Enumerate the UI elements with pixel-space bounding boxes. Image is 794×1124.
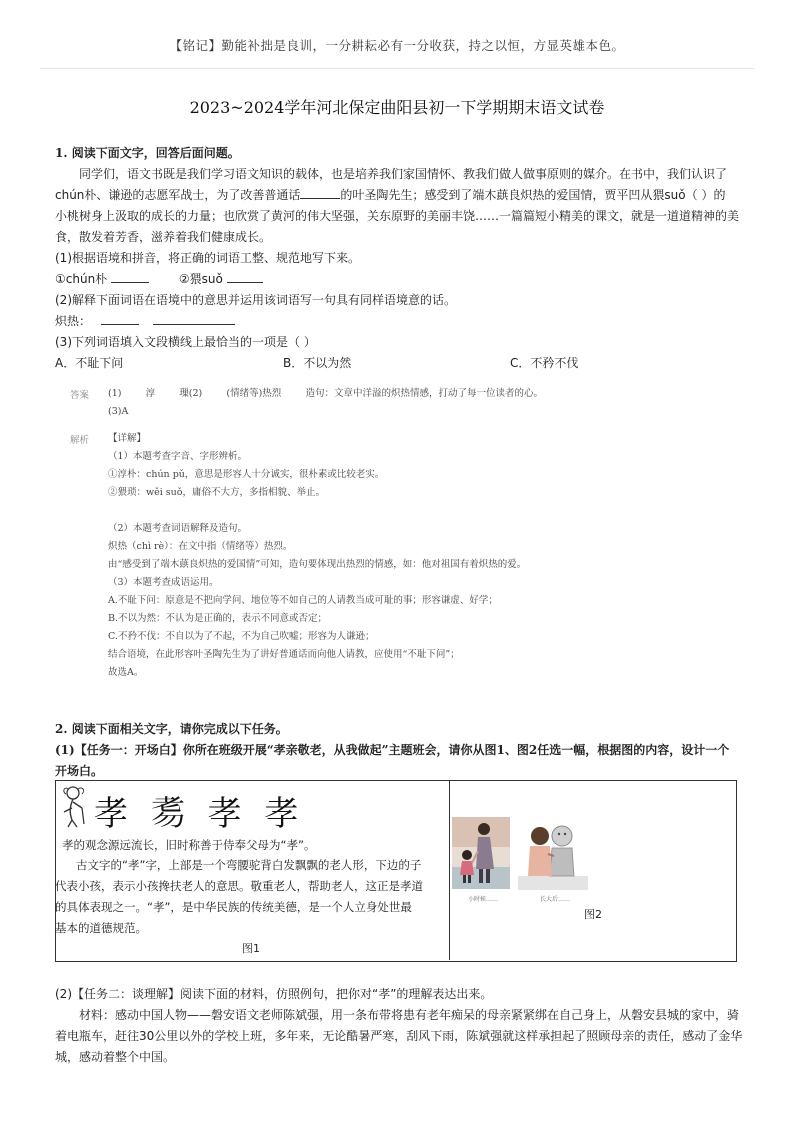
analysis-line: 由“感受到了端木蕻良炽热的爱国情”可知，造句要体现出热烈的情感，如：他对祖国有着炽热的爱。 — [108, 559, 527, 570]
task2-prompt: (2)【任务二：谈理解】阅读下面的材料，仿照例句，把你对“孝”的理解表达出来。 — [55, 987, 493, 1001]
q1-passage-text: chún朴、谦逊的志愿军战士，为了改善普通话 — [55, 188, 301, 202]
material-line-2: 着电瓶车，赶往30公里以外的学校上班，多年来，无论酷暑严寒，刮风下雨，陈斌强就这样承担起了照顾母亲的责任，感动了金华 — [55, 1029, 743, 1043]
analysis-line: （1）本题考查字音、字形辨析。 — [108, 451, 248, 462]
question-2-heading: 2. 阅读下面相关文字，请你完成以下任务。 — [55, 722, 288, 736]
material-line-3: 城，感动着整个中国。 — [55, 1050, 176, 1064]
answer-blank-b[interactable] — [227, 270, 263, 283]
sub2-word: 炽热： — [55, 314, 92, 328]
analysis-block — [108, 430, 748, 682]
analysis-line: ②猥琐：wěi suǒ，庸俗不大方，多指相貌、举止。 — [108, 487, 326, 498]
fig2-subcaption-2: 长大后…… — [540, 896, 571, 903]
analysis-line: （3）本题考查成语运用。 — [108, 577, 219, 588]
answer-blank-a[interactable] — [111, 270, 149, 283]
analysis-line: （2）本题考查词语解释及造句。 — [108, 523, 248, 534]
answer-line-2: (3)A — [108, 406, 129, 417]
q1-sub1-answers — [55, 269, 745, 290]
ancient-figure-icon — [60, 784, 92, 828]
q1-passage-line-4: 食，散发着芳香，滋养着我们健康成长。 — [55, 230, 272, 244]
analysis-line: 【详解】 — [108, 433, 147, 444]
header-divider — [40, 68, 754, 69]
analysis-line: B.不以为然：不认为是正确的，表示不同意或否定； — [108, 613, 328, 624]
task1-line-2: 开场白。 — [55, 764, 104, 778]
fig1-caption: 图1 — [242, 942, 260, 955]
q1-sub2: (2)解释下面词语在语境中的意思并运用该词语写一句具有同样语境意的话。 — [55, 293, 457, 307]
motto-line: 【铭记】勤能补拙是良训，一分耕耘必有一分收获，持之以恒，方显英雄本色。 — [169, 38, 625, 53]
option-a[interactable]: A．不耻下问 — [55, 356, 124, 370]
fill-blank[interactable] — [300, 186, 340, 199]
analysis-line: A.不耻下问：原意是不把向学问、地位等不如自己的人请教当成可耻的事；形容谦虚、好学； — [108, 595, 498, 606]
fig1-line-5: 基本的道德规范。 — [55, 921, 147, 935]
xiao-character-evolution: 孝 𦒸 孝 孝 — [94, 794, 305, 834]
sentence-blank[interactable] — [153, 312, 235, 325]
analysis-line: 炽热（chì rè）：在文中指（情绪等）热烈。 — [108, 541, 293, 552]
answer-line-1: (1) 淳 璅(2) (情绪等)热烈 造句：文章中洋溢的炽热情感，打动了每一位读者的心。 — [108, 388, 543, 399]
fig1-line-2: 古文字的“孝”字，上部是一个弯腰驼背白发飘飘的老人形，下边的子 — [76, 858, 422, 872]
q1-sub2-answer — [55, 311, 745, 332]
fig1-line-1: 孝的观念源远流长，旧时称善于侍奉父母为“孝”。 — [62, 838, 316, 852]
task1-line-1: (1)【任务一：开场白】你所在班级开展“孝亲敬老，从我做起”主题班会，请你从图1、图2任选一幅，根据图的内容，设计一个 — [55, 743, 730, 757]
option-c[interactable]: C．不矜不伐 — [510, 356, 579, 370]
q1-passage-line-1: 同学们，语文书既是我们学习语文知识的载体，也是培养我们家国情怀、教我们做人做事原则的媒介。在书中，我们认识了 — [79, 167, 728, 181]
meaning-blank[interactable] — [101, 312, 139, 325]
fig2-subcaption-1: 小时候…… — [468, 896, 499, 903]
childhood-illustration — [452, 817, 510, 889]
analysis-line: 故选A。 — [108, 667, 144, 678]
analysis-line: C.不矜不伐：不自以为了不起，不为自己吹嘘；形容为人谦逊； — [108, 631, 375, 642]
answer-label: 答案 — [70, 390, 90, 401]
figure-table-divider — [449, 781, 450, 960]
sub1-item-a: ①chún朴 — [55, 272, 108, 286]
grownup-illustration — [518, 814, 588, 890]
q1-sub3: (3)下列词语填入文段横线上最恰当的一项是（ ） — [55, 335, 316, 349]
q1-passage-line-2 — [55, 185, 745, 206]
analysis-spacer — [108, 502, 748, 520]
page-title: 2023~2024学年河北保定曲阳县初一下学期期末语文试卷 — [189, 98, 605, 117]
material-line-1: 材料：感动中国人物——磐安语文老师陈斌强，用一条布带将患有老年痴呆的母亲紧紧绑在自己身上，从磐安县城的家中，骑 — [79, 1008, 740, 1022]
fig1-line-4: 的具体表现之一。“孝”，是中华民族的传统美德，是一个人立身处世最 — [55, 900, 412, 914]
analysis-line: ①淳朴：chún pǔ，意思是形容人十分诚实，很朴素或比较老实。 — [108, 469, 385, 480]
analysis-line: 结合语境，在此形容叶圣陶先生为了讲好普通话而向他人请教，应使用“不耻下问”； — [108, 649, 460, 660]
q1-passage-line-3: 小桃树身上汲取的成长的力量；也欣赏了黄河的伟大坚强，关东原野的美丽丰饶……一篇篇短小精美的课文，就是一道道精神的美 — [55, 209, 740, 223]
question-1-heading: 1. 阅读下面文字，回答后面问题。 — [55, 146, 240, 160]
fig1-line-3: 代表小孩，表示小孩搀扶老人的意思。敬重老人，帮助老人，这正是孝道 — [55, 879, 423, 893]
q1-passage-text-cont: 的叶圣陶先生；感受到了端木蕻良炽热的爱国情，贾平凹从猥suǒ（ ）的 — [340, 188, 726, 202]
fig2-caption: 图2 — [584, 908, 602, 921]
sub1-item-b: ②猥suǒ — [178, 272, 223, 286]
analysis-label: 解析 — [70, 435, 90, 446]
option-b[interactable]: B．不以为然 — [283, 356, 352, 370]
q1-sub1: (1)根据语境和拼音，将正确的词语工整、规范地写下来。 — [55, 251, 361, 265]
